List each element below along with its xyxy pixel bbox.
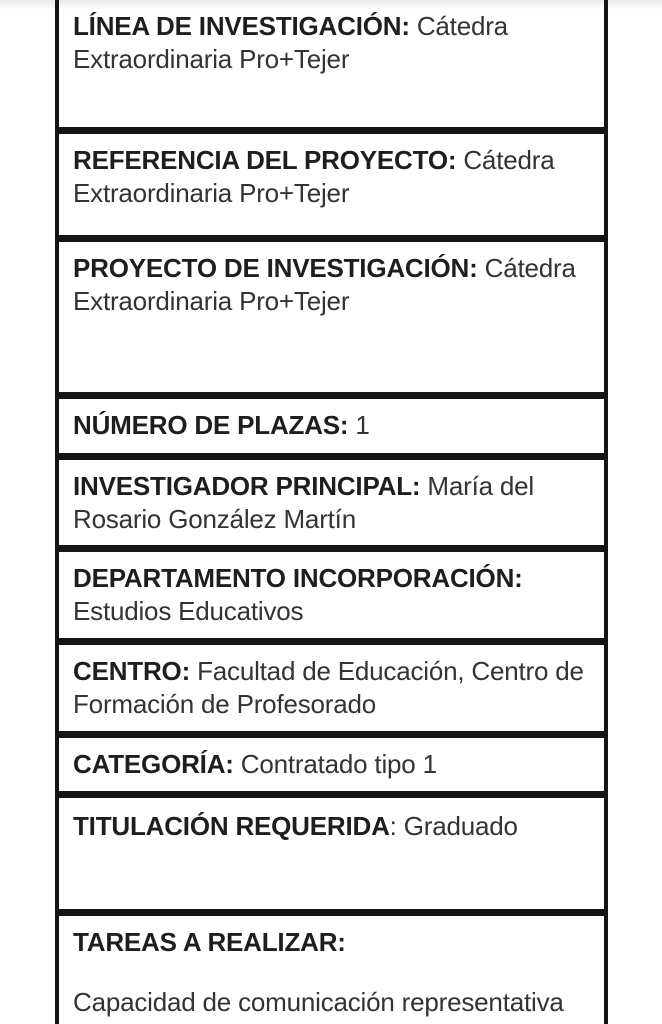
department-label: DEPARTAMENTO INCORPORACIÓN: <box>73 563 523 593</box>
row-divider <box>59 235 604 242</box>
center-value: Facultad de Educación, Centro de Formación de Profesorado <box>73 656 584 719</box>
tasks-description-text: Capacidad de comunicación representativa <box>73 987 564 1017</box>
principal-investigator-value: María del Rosario González Martín <box>73 471 535 534</box>
research-project-label: PROYECTO DE INVESTIGACIÓN: <box>73 253 478 283</box>
principal-investigator-label: INVESTIGADOR PRINCIPAL: <box>73 471 421 501</box>
position-details-table <box>55 0 608 1024</box>
research-line-value: Cátedra Extraordinaria Pro+Tejer <box>73 11 508 74</box>
row-category <box>59 748 604 781</box>
row-divider <box>59 638 604 645</box>
row-number-of-positions <box>59 409 604 442</box>
center-label: CENTRO: <box>73 656 191 686</box>
row-divider <box>59 453 604 460</box>
row-principal-investigator <box>59 470 604 536</box>
required-degree-colon: : <box>389 811 397 841</box>
row-department <box>59 562 604 628</box>
row-divider <box>59 731 604 738</box>
row-tasks <box>59 926 604 959</box>
row-research-line <box>59 10 604 76</box>
research-project-value: Cátedra Extraordinaria Pro+Tejer <box>73 253 576 316</box>
tasks-description <box>59 986 604 1019</box>
required-degree-label: TITULACIÓN REQUERIDA <box>73 811 390 841</box>
row-center <box>59 655 604 721</box>
category-value: Contratado tipo 1 <box>240 749 437 779</box>
number-of-positions-label: NÚMERO DE PLAZAS: <box>73 410 349 440</box>
row-divider <box>59 392 604 399</box>
row-divider <box>59 127 604 134</box>
number-of-positions-value: 1 <box>355 410 370 440</box>
row-required-degree <box>59 810 604 843</box>
category-label: CATEGORÍA: <box>73 749 234 779</box>
department-value: Estudios Educativos <box>73 596 304 626</box>
tasks-label: TAREAS A REALIZAR: <box>73 927 346 957</box>
row-project-reference <box>59 144 604 210</box>
row-divider <box>59 909 604 916</box>
research-line-label: LÍNEA DE INVESTIGACIÓN: <box>73 11 410 41</box>
row-divider <box>59 545 604 552</box>
row-divider <box>59 791 604 798</box>
project-reference-value: Cátedra Extraordinaria Pro+Tejer <box>73 145 555 208</box>
row-research-project <box>59 252 604 318</box>
required-degree-value: Graduado <box>403 811 518 841</box>
project-reference-label: REFERENCIA DEL PROYECTO: <box>73 145 457 175</box>
